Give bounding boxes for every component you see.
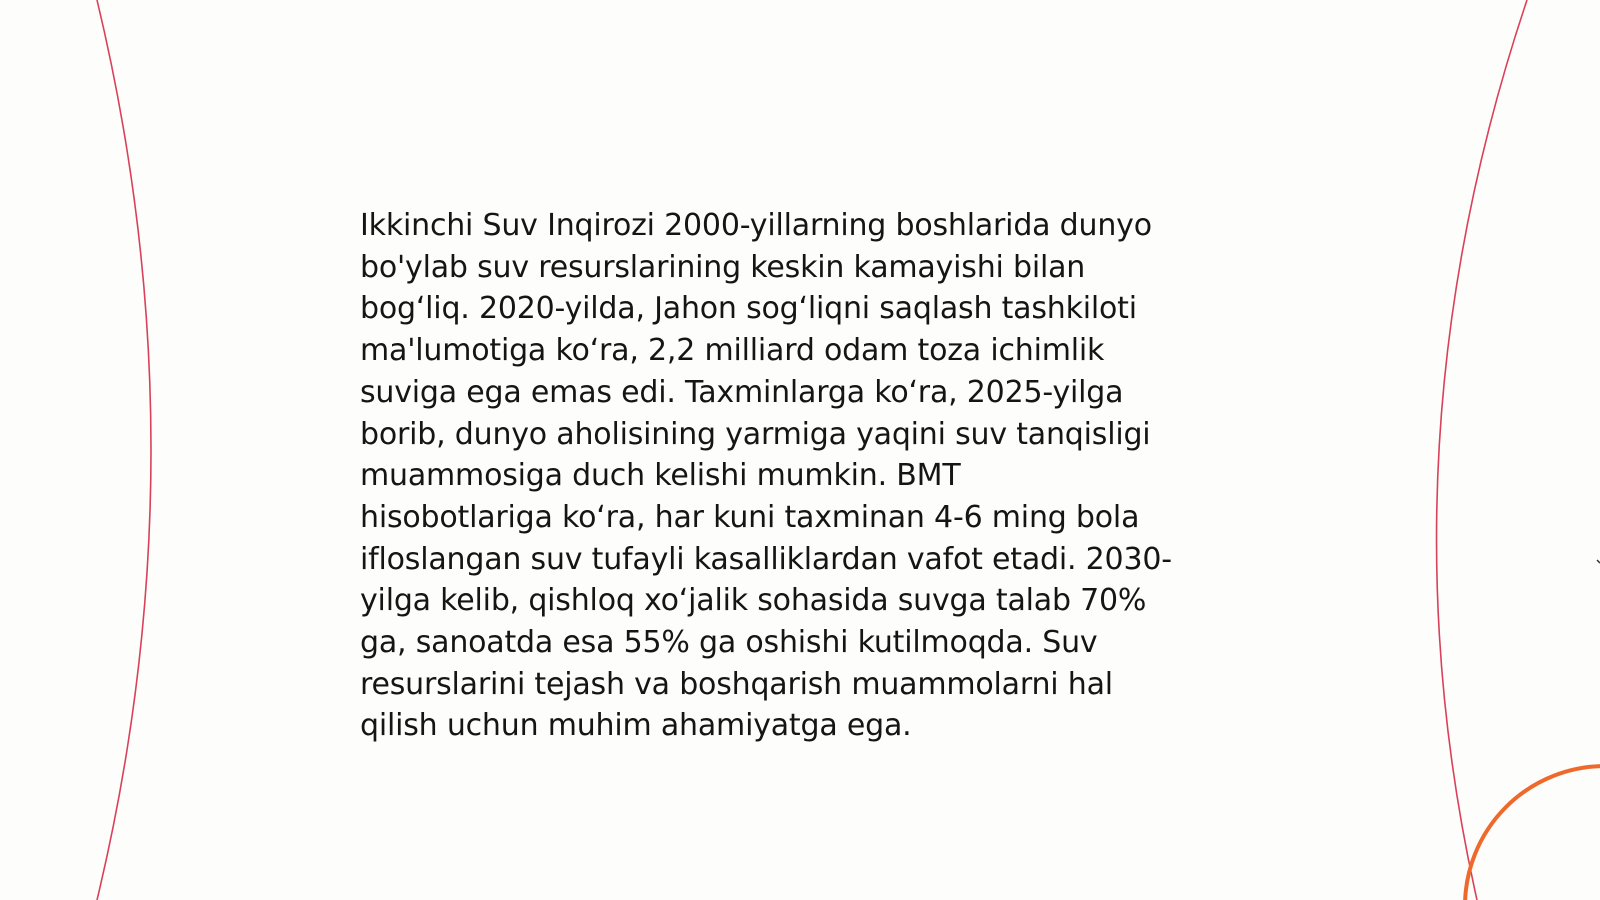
body-line: suviga ega emas edi. Taxminlarga ko‘ra, 2025-yilga: [360, 374, 1124, 410]
body-line: muammosiga duch kelishi mumkin. BMT: [360, 458, 961, 494]
corner-circle-outline: [1465, 766, 1600, 900]
body-line: resurslarini tejash va boshqarish muammolarni hal: [360, 666, 1113, 702]
body-line: bog‘liq. 2020-yilda, Jahon sog‘liqni saqlash tashkiloti: [360, 291, 1137, 327]
body-line: borib, dunyo aholisining yarmiga yaqini suv tanqisligi: [360, 416, 1151, 452]
body-line: Ikkinchi Suv Inqirozi 2000-yillarning boshlarida dunyo: [360, 208, 1152, 243]
body-line: ifloslangan suv tufayli kasalliklardan vafot etadi. 2030-: [360, 541, 1172, 577]
left-arc-line: [97, 0, 151, 900]
body-line: yilga kelib, qishloq xo‘jalik sohasida suvga talab 70%: [360, 583, 1147, 619]
body-paragraph: [360, 205, 1260, 747]
body-line: qilish uchun muhim ahamiyatga ega.: [360, 708, 912, 744]
body-line: ga, sanoatda esa 55% ga oshishi kutilmoqda. Suv: [360, 625, 1098, 661]
right-arc-line: [1437, 0, 1527, 900]
body-line: hisobotlariga ko‘ra, har kuni taxminan 4-6 ming bola: [360, 499, 1140, 535]
body-line: bo'ylab suv resurslarining keskin kamayishi bilan: [360, 249, 1086, 285]
body-line: ma'lumotiga ko‘ra, 2,2 milliard odam toza ichimlik: [360, 333, 1105, 369]
